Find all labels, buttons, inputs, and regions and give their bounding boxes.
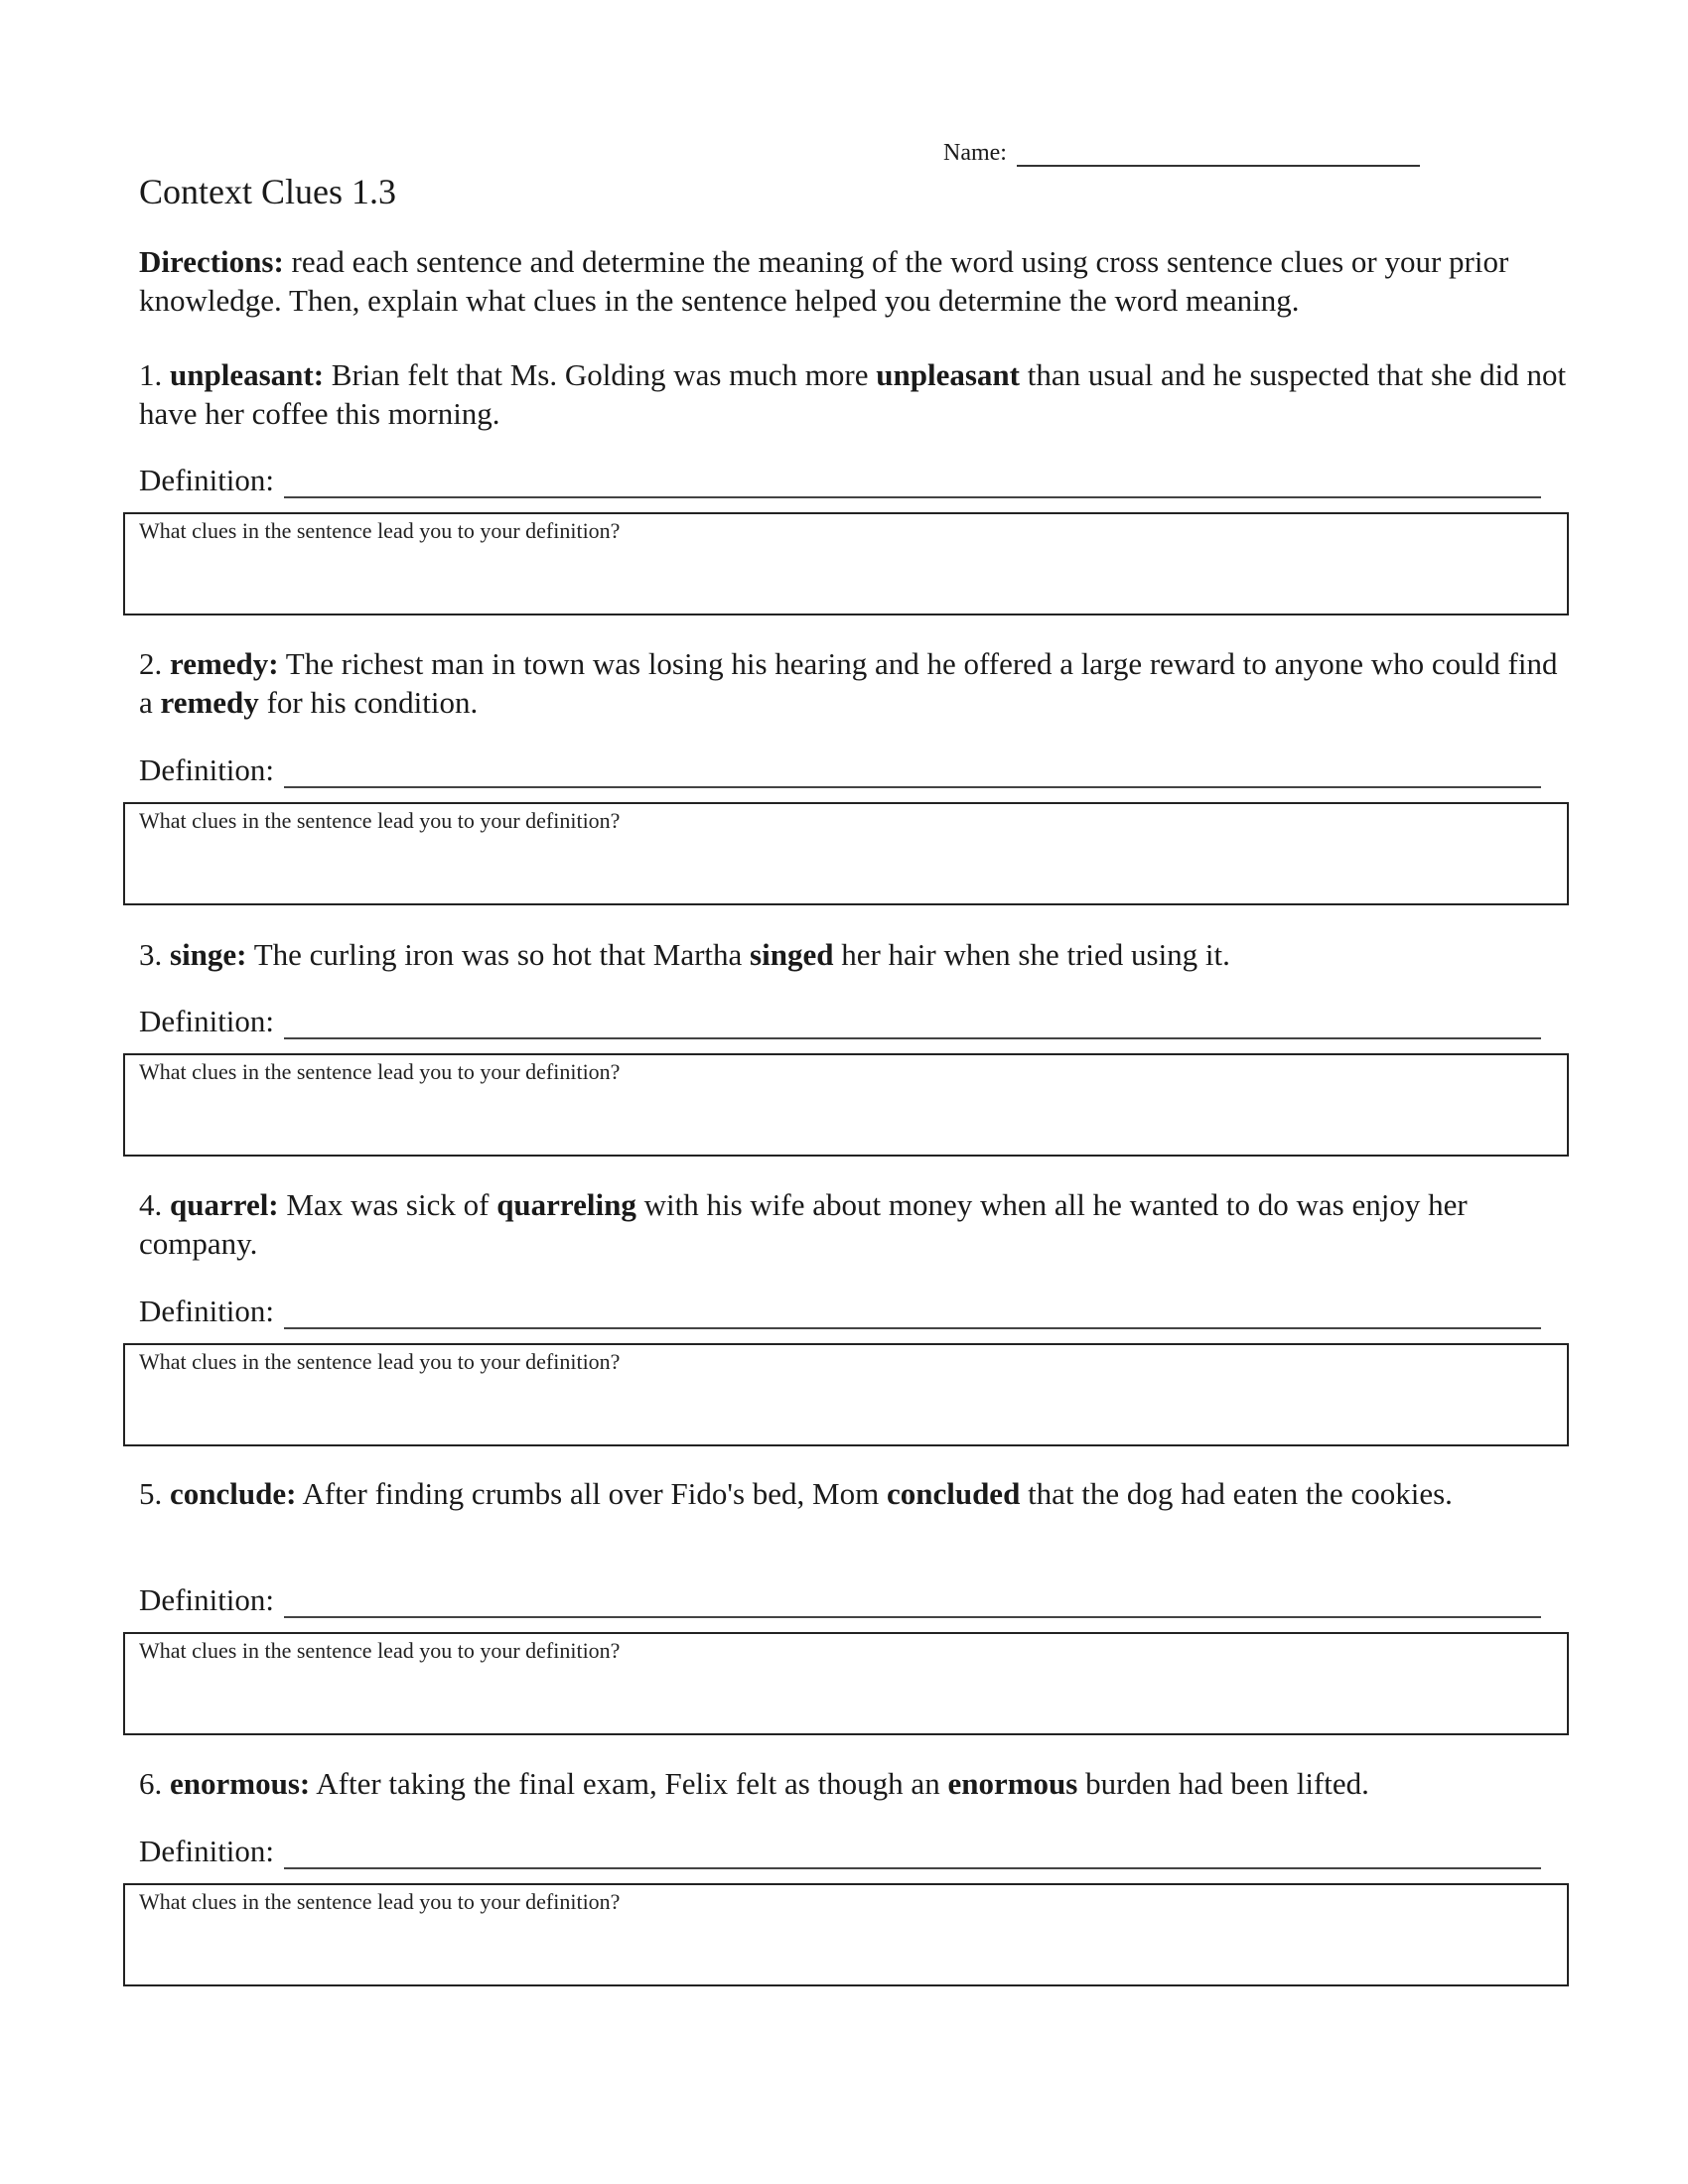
- question-number: 4.: [139, 1187, 163, 1222]
- question-number: 3.: [139, 937, 163, 972]
- directions-text: read each sentence and determine the meaning of the word using cross sentence clues or your prior knowledge. Then, explain what clues in the sentence helped you determine the word meaning.: [139, 244, 1509, 318]
- definition-blank-line[interactable]: [284, 1008, 1541, 1039]
- vocab-word: remedy:: [170, 646, 279, 681]
- vocab-word: enormous:: [170, 1766, 311, 1801]
- question-3: [139, 935, 1569, 974]
- definition-row-1: [139, 463, 1541, 498]
- clue-prompt: What clues in the sentence lead you to your definition?: [139, 808, 621, 833]
- question-1: [139, 355, 1569, 433]
- vocab-word: conclude:: [170, 1476, 297, 1511]
- question-number: 2.: [139, 646, 163, 681]
- name-label: Name:: [943, 140, 1007, 166]
- clue-box-5[interactable]: [123, 1632, 1569, 1735]
- sentence-part: After finding crumbs all over Fido's bed, Mom: [296, 1476, 887, 1511]
- clue-box-6[interactable]: [123, 1883, 1569, 1986]
- name-blank-line[interactable]: [1017, 139, 1420, 167]
- sentence-part: Max was sick of: [278, 1187, 497, 1222]
- definition-blank-line[interactable]: [284, 756, 1541, 788]
- clue-box-2[interactable]: [123, 802, 1569, 905]
- sentence-part: The richest man in town was losing his hearing and he offered a large reward to anyone who could find a: [139, 646, 1558, 720]
- sentence-part: The curling iron was so hot that Martha: [246, 937, 751, 972]
- vocab-word-in-sentence: enormous: [947, 1766, 1078, 1801]
- clue-prompt: What clues in the sentence lead you to your definition?: [139, 1889, 621, 1914]
- question-2: [139, 644, 1569, 722]
- definition-label: Definition:: [139, 1294, 275, 1328]
- definition-row-5: [139, 1582, 1541, 1618]
- clue-prompt: What clues in the sentence lead you to your definition?: [139, 518, 621, 543]
- definition-label: Definition:: [139, 1834, 275, 1868]
- definition-label: Definition:: [139, 1582, 275, 1617]
- definition-blank-line[interactable]: [284, 1838, 1541, 1869]
- sentence-part: that the dog had eaten the cookies.: [1020, 1476, 1453, 1511]
- question-5: [139, 1474, 1569, 1513]
- vocab-word-in-sentence: unpleasant: [876, 357, 1020, 392]
- sentence-part: Brian felt that Ms. Golding was much more: [324, 357, 877, 392]
- name-field: [943, 139, 1420, 167]
- definition-row-6: [139, 1834, 1541, 1869]
- vocab-word-in-sentence: singed: [750, 937, 834, 972]
- clue-prompt: What clues in the sentence lead you to your definition?: [139, 1349, 621, 1374]
- clue-prompt: What clues in the sentence lead you to your definition?: [139, 1059, 621, 1084]
- clue-box-4[interactable]: [123, 1343, 1569, 1446]
- vocab-word: unpleasant:: [170, 357, 325, 392]
- definition-row-3: [139, 1004, 1541, 1039]
- clue-box-3[interactable]: [123, 1053, 1569, 1157]
- page-title: Context Clues 1.3: [139, 172, 396, 211]
- definition-blank-line[interactable]: [284, 1586, 1541, 1618]
- vocab-word-in-sentence: remedy: [160, 685, 259, 720]
- definition-blank-line[interactable]: [284, 467, 1541, 498]
- clue-prompt: What clues in the sentence lead you to your definition?: [139, 1638, 621, 1663]
- definition-label: Definition:: [139, 752, 275, 787]
- clue-box-1[interactable]: [123, 512, 1569, 615]
- sentence-part: her hair when she tried using it.: [833, 937, 1230, 972]
- sentence-part: After taking the final exam, Felix felt as though an: [310, 1766, 948, 1801]
- definition-label: Definition:: [139, 1004, 275, 1038]
- question-number: 5.: [139, 1476, 163, 1511]
- definition-label: Definition:: [139, 463, 275, 497]
- question-number: 1.: [139, 357, 163, 392]
- vocab-word: singe:: [170, 937, 247, 972]
- directions-label: Directions:: [139, 244, 284, 279]
- sentence-part: with his wife about money when all he wanted to do was enjoy her company.: [139, 1187, 1468, 1261]
- sentence-part: than usual and he suspected that she did not have her coffee this morning.: [139, 357, 1567, 431]
- definition-row-4: [139, 1294, 1541, 1329]
- directions: [139, 242, 1569, 320]
- vocab-word-in-sentence: quarreling: [496, 1187, 636, 1222]
- sentence-part: burden had been lifted.: [1077, 1766, 1369, 1801]
- question-6: [139, 1764, 1569, 1803]
- definition-row-2: [139, 752, 1541, 788]
- vocab-word: quarrel:: [170, 1187, 279, 1222]
- question-4: [139, 1185, 1569, 1263]
- sentence-part: for his condition.: [258, 685, 479, 720]
- definition-blank-line[interactable]: [284, 1297, 1541, 1329]
- question-number: 6.: [139, 1766, 163, 1801]
- vocab-word-in-sentence: concluded: [886, 1476, 1021, 1511]
